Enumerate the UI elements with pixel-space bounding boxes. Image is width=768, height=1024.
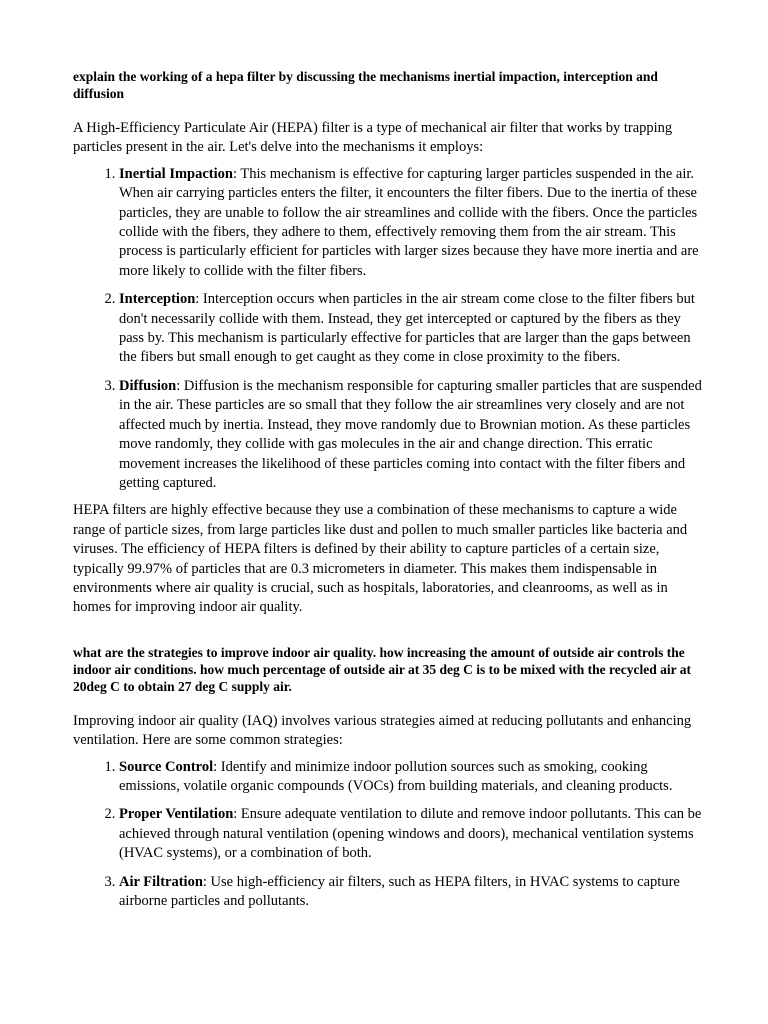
list-item-term: Inertial Impaction <box>119 165 233 182</box>
list-item-text: : Identify and minimize indoor pollution sources such as smoking, cooking emissions, volatile organic compounds (VOCs) from building materials, and cleaning products. <box>119 758 673 794</box>
list-item <box>119 873 708 912</box>
question-heading: explain the working of a hepa filter by discussing the mechanisms inertial impaction, interception and diffusion <box>73 69 658 101</box>
question-heading: what are the strategies to improve indoor air quality. how increasing the amount of outside air controls the indoor air conditions. how much percentage of outside air at 35 deg C is to be mixed with the recycled air at 20deg C to obtain 27 deg C supply air. <box>73 644 691 694</box>
list-item-text: : This mechanism is effective for capturing larger particles suspended in the air. When air carrying particles enters the filter, it encounters the filter fibers. Due to the inertia of these particles, they are unable to follow the air streamlines and collide with the fibers. Once the particles collide with the fibers, they adhere to them, effectively removing them from the air stream. This process is particularly efficient for particles with larger sizes because they have more inertia and are more likely to collide with the filter fibers. <box>119 165 699 279</box>
section-hepa <box>73 68 708 618</box>
list-item-text: : Interception occurs when particles in the air stream come close to the filter fibers but don't necessarily collide with them. Instead, they get intercepted or captured by the fibers as they pass by. This mechanism is particularly effective for particles that are larger than the gaps between the fibers but small enough to get caught as they come in close proximity to the fibers. <box>119 291 695 366</box>
list-item-term: Interception <box>119 291 196 308</box>
list-item-text: : Diffusion is the mechanism responsible for capturing smaller particles that are suspended in the air. These particles are so small that they follow the air streamlines very closely and are not affected much by inertia. Instead, they move randomly due to Brownian motion. As these particles move randomly, they collide with gas molecules in the air and change direction. This erratic movement increases the likelihood of these particles coming into contact with the filter fibers and getting captured. <box>119 377 702 491</box>
mechanisms-list <box>73 165 708 494</box>
list-item <box>119 165 708 281</box>
section-iaq <box>73 644 708 912</box>
list-item <box>119 758 708 797</box>
strategies-list <box>73 758 708 912</box>
list-item <box>119 290 708 368</box>
list-item <box>119 377 708 493</box>
list-item-term: Diffusion <box>119 377 177 394</box>
list-item <box>119 805 708 863</box>
conclusion-paragraph: HEPA filters are highly effective because they use a combination of these mechanisms to capture a wide range of particle sizes, from large particles like dust and pollen to much smaller particles like bacteria and viruses. The efficiency of HEPA filters is defined by their ability to capture particles of a certain size, typically 99.97% of particles that are 0.3 micrometers in diameter. This makes them indispensable in environments where air quality is crucial, such as hospitals, laboratories, and cleanrooms, as well as in homes for improving indoor air quality. <box>73 502 688 616</box>
list-item-term: Air Filtration <box>119 873 203 890</box>
list-item-text: : Ensure adequate ventilation to dilute and remove indoor pollutants. This can be achieved through natural ventilation (opening windows and doors), mechanical ventilation systems (HVAC systems), or a combination of both. <box>119 806 702 862</box>
intro-paragraph: A High-Efficiency Particulate Air (HEPA) filter is a type of mechanical air filter that works by trapping particles present in the air. Let's delve into the mechanisms it employs: <box>73 120 673 156</box>
list-item-term: Source Control <box>119 758 214 775</box>
list-item-text: : Use high-efficiency air filters, such as HEPA filters, in HVAC systems to capture airborne particles and pollutants. <box>119 873 680 909</box>
intro-paragraph: Improving indoor air quality (IAQ) involves various strategies aimed at reducing pollutants and enhancing ventilation. Here are some common strategies: <box>73 712 692 749</box>
list-item-term: Proper Ventilation <box>119 806 234 823</box>
